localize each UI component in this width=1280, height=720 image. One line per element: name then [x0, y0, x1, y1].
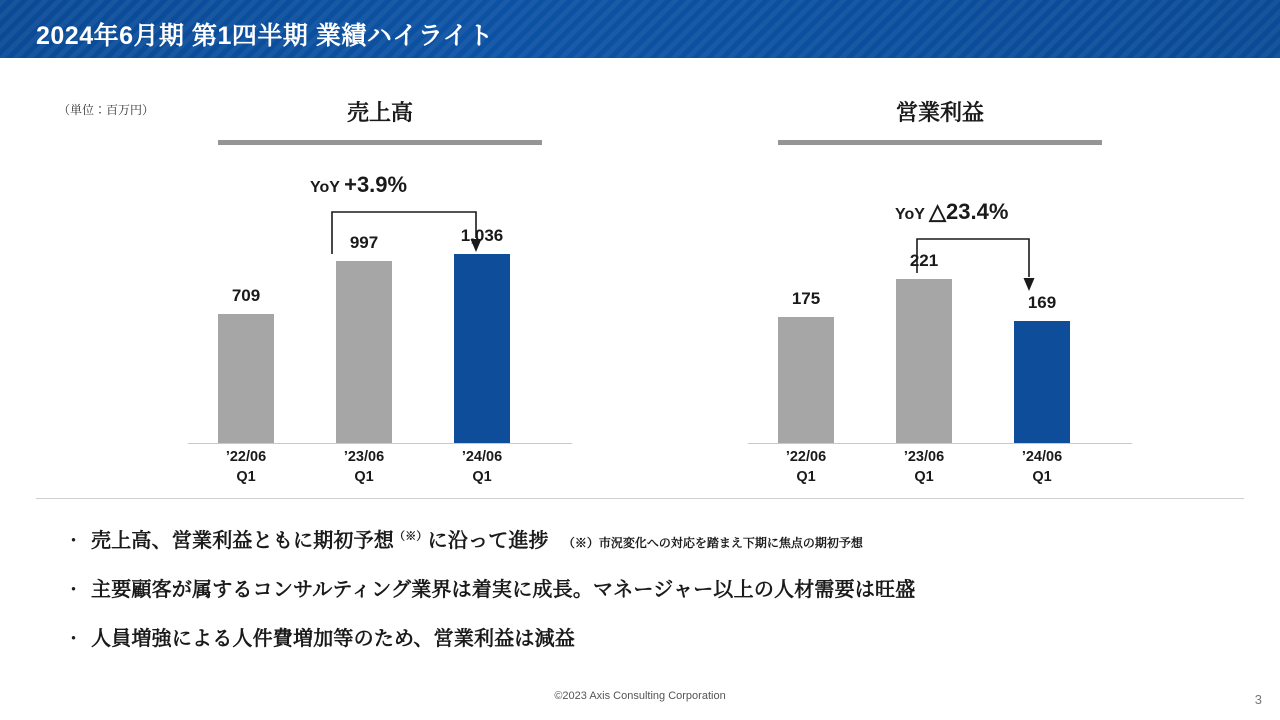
bullet-marker: ・: [64, 531, 84, 552]
x-tick-line1: ’22/06: [785, 449, 827, 465]
bullet-text: [91, 524, 549, 553]
bar-value-label: 1,036: [460, 226, 504, 245]
page-title: 2024年6月期 第1四半期 業績ハイライト: [36, 22, 494, 50]
bar-revenue-fy2024q1: [454, 254, 510, 443]
bar-revenue-fy2023q1: [336, 261, 392, 443]
x-tick-line1: ’24/06: [1021, 449, 1063, 465]
x-tick-label: [316, 448, 412, 487]
x-axis-line: [748, 443, 1132, 444]
bar-value-label: 221: [909, 251, 939, 270]
bar-revenue-fy2022q1: [218, 314, 274, 443]
bullet-text: 人員増強による人件費増加等のため、営業利益は減益: [91, 628, 576, 650]
x-tick-label: [876, 448, 972, 487]
yoy-prefix: YoY: [895, 206, 930, 223]
footer-copyright: ©2023 Axis Consulting Corporation: [554, 690, 726, 702]
section-divider: [36, 498, 1244, 499]
chart-plot-area: [740, 158, 1140, 444]
x-axis-line: [188, 443, 572, 444]
slide-header: [0, 0, 1280, 58]
x-tick-label: [198, 448, 294, 487]
unit-note: （単位：百万円）: [58, 103, 155, 117]
x-tick-line2: Q1: [796, 468, 816, 485]
x-tick-line2: Q1: [914, 468, 934, 485]
list-item: [64, 573, 1244, 602]
chart-title: 売上高: [346, 100, 413, 125]
bar-profit-fy2024q1: [1014, 321, 1070, 443]
yoy-value: +3.9%: [344, 172, 408, 197]
bar-value-label: 169: [1027, 293, 1057, 312]
x-tick-line2: Q1: [472, 468, 492, 485]
page-number: 3: [1254, 692, 1262, 707]
yoy-value: △23.4%: [929, 199, 1009, 224]
chart-title: 営業利益: [895, 100, 984, 125]
yoy-prefix: YoY: [310, 179, 345, 196]
x-tick-line1: ’24/06: [461, 449, 503, 465]
x-tick-label: [434, 448, 530, 487]
chart-title-rule: [218, 140, 542, 145]
chart-revenue: [180, 96, 580, 496]
x-tick-line1: ’23/06: [343, 449, 385, 465]
x-tick-label: [758, 448, 854, 487]
bullet-footnote: （※）市況変化への対応を踏まえ下期に焦点の期初予想: [562, 536, 863, 550]
bar-value-label: 997: [349, 233, 379, 252]
bullet-text-footnote-mark: （※）: [394, 530, 428, 543]
bar-value-label: 709: [231, 286, 261, 305]
list-item: [64, 622, 1244, 651]
chart-plot-area: [180, 158, 580, 444]
x-tick-label: [994, 448, 1090, 487]
bullet-marker: ・: [64, 580, 84, 601]
bar-profit-fy2022q1: [778, 317, 834, 443]
x-tick-line1: ’23/06: [903, 449, 945, 465]
x-tick-line1: ’22/06: [225, 449, 267, 465]
chart-title-rule: [778, 140, 1102, 145]
x-tick-line2: Q1: [354, 468, 374, 485]
bar-profit-fy2023q1: [896, 279, 952, 443]
bullet-text: 主要顧客が属するコンサルティング業界は着実に成長。マネージャー以上の人材需要は旺盛: [91, 579, 916, 601]
bullet-text-tail: に沿って進捗: [427, 530, 549, 552]
highlight-bullet-list: [64, 524, 1244, 671]
x-tick-line2: Q1: [1032, 468, 1052, 485]
bullet-text-main: 売上高、営業利益ともに期初予想: [91, 530, 395, 552]
chart-operating-profit: [740, 96, 1140, 496]
bullet-marker: ・: [64, 629, 84, 650]
x-tick-line2: Q1: [236, 468, 256, 485]
bar-value-label: 175: [791, 289, 821, 308]
list-item: [64, 524, 1244, 553]
